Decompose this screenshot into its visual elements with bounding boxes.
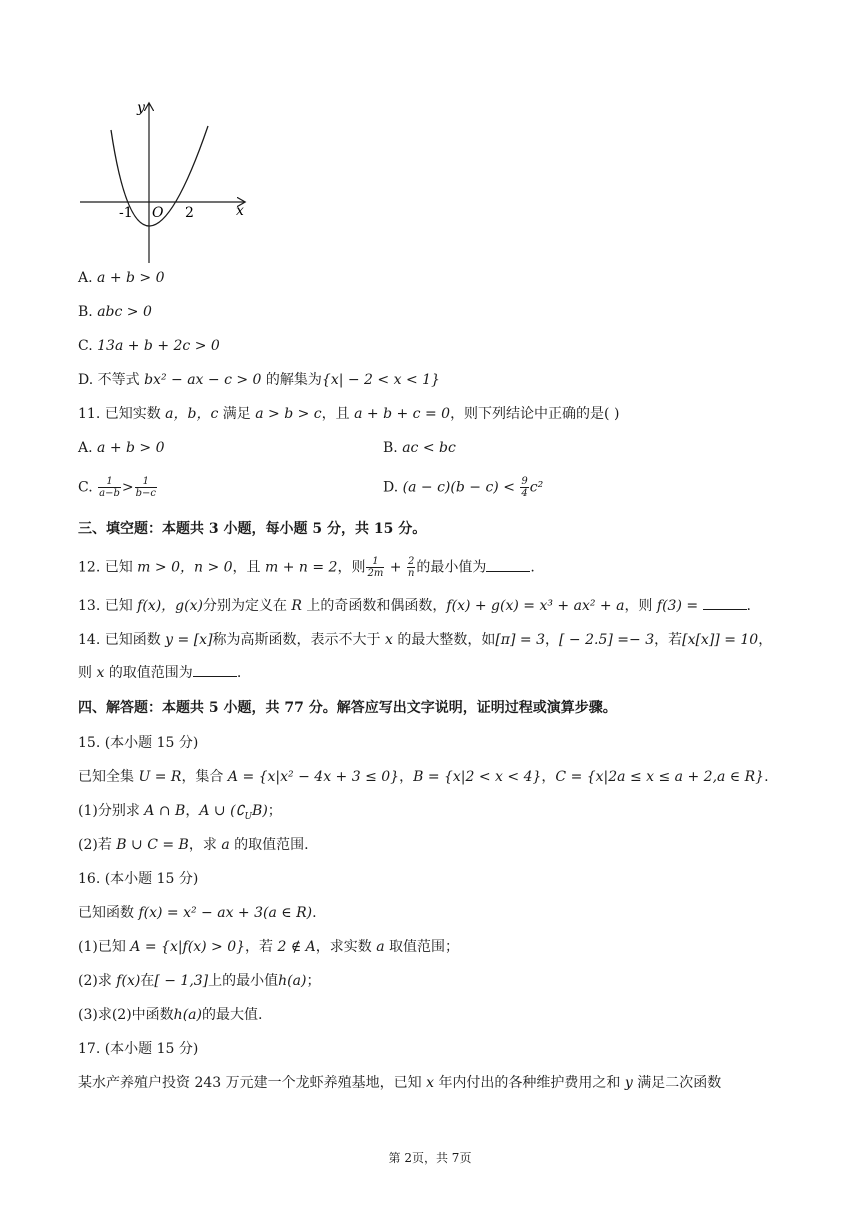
q17-header: 17. (本小题 15 分) [78, 1041, 199, 1057]
section-4-heading: 四、解答题：本题共 5 小题，共 77 分。解答应写出文字说明，证明过程或演算步骤。 [78, 700, 617, 716]
q16-part-2: (2)求 f(x)在[ − 1,3]上的最小值h(a)； [78, 973, 321, 989]
q10-option-c: C. 13a + b + 2c > 0 [78, 338, 220, 354]
page-footer: 第 2页，共 7页 [388, 1151, 472, 1165]
fraction: $\frac{9}{4}$ [521, 476, 528, 499]
q15-part-1: (1)分别求 A ∩ B，A ∪ $(∁_UB)$； [78, 803, 282, 822]
fraction: $\frac{1}{a-b}$ [99, 476, 120, 499]
fraction: $\frac{2}{n}$ [407, 556, 415, 579]
fraction: $\frac{1}{2m}$ [367, 556, 384, 579]
q17-stem: 某水产养殖户投资 243 万元建一个龙虾养殖基地，已知 x 年内付出的各种维护费用之和 y 满足二次函数 [78, 1075, 722, 1091]
answer-blank [193, 663, 237, 677]
q16-part-3: (3)求(2)中函数h(a)的最大值. [78, 1007, 263, 1023]
q15-stem: 已知全集 U = R，集合 A = {x|x² − 4x + 3 ≤ 0}，B = {x|2 < x < 4}，C = {x|2a ≤ x ≤ a + 2,a ∈ R}. [78, 769, 769, 785]
q10-option-b: B. abc > 0 [78, 304, 152, 320]
q11-stem: 11. 已知实数 a，b，c 满足 a > b > c，且 a + b + c = 0，则下列结论中正确的是( ) [78, 406, 620, 422]
q16-stem: 已知函数 f(x) = x² − ax + 3(a ∈ R). [78, 905, 317, 921]
parabola-graph [78, 98, 258, 268]
q13-stem: 13. 已知 f(x)，g(x)分别为定义在 R 上的奇函数和偶函数，f(x) + g(x) = x³ + ax² + a，则 f(3) = . [78, 598, 751, 614]
q11-option-a: A. a + b > 0 [78, 440, 165, 456]
q16-header: 16. (本小题 15 分) [78, 871, 199, 887]
q16-part-1: (1)已知 A = {x|f(x) > 0}，若 2 ∉ A，求实数 a 取值范围； [78, 939, 460, 955]
q10-option-d: D. 不等式 bx² − ax − c > 0 的解集为{x| − 2 < x < 1} [78, 372, 440, 388]
answer-blank [703, 596, 747, 610]
q14-stem-line1: 14. 已知函数 y = [x]称为高斯函数，表示不大于 x 的最大整数，如[π] = 3，[ − 2.5] =− 3，若[x[x]] = 10， [78, 632, 773, 648]
origin-label: O [152, 205, 164, 221]
y-axis-label: y [137, 100, 145, 116]
answer-blank [486, 558, 530, 572]
tick-2: 2 [185, 205, 194, 221]
q14-stem-line2: 则 x 的取值范围为 . [78, 665, 242, 681]
q11-option-d: D. (a − c)(b − c) < $\frac{9}{4}$ c² [383, 476, 544, 499]
tick-neg1: -1 [119, 205, 133, 221]
section-3-heading: 三、填空题：本题共 3 小题，每小题 5 分，共 15 分。 [78, 521, 427, 537]
x-axis-label: x [236, 203, 244, 219]
q15-part-2: (2)若 B ∪ C = B，求 a 的取值范围. [78, 837, 309, 853]
q11-option-c: C. $\frac{1}{a-b}$ > $\frac{1}{b-c}$ [78, 476, 156, 499]
fraction: $\frac{1}{b-c}$ [135, 476, 156, 499]
q12-stem: 12. 已知 m > 0，n > 0，且 m + n = 2，则 $\frac{1}{2m}$ + $\frac{2}{n}$ 的最小值为 . [78, 556, 535, 579]
q10-option-a: A. a + b > 0 [78, 270, 165, 286]
q15-header: 15. (本小题 15 分) [78, 735, 199, 751]
q11-option-b: B. ac < bc [383, 440, 456, 456]
